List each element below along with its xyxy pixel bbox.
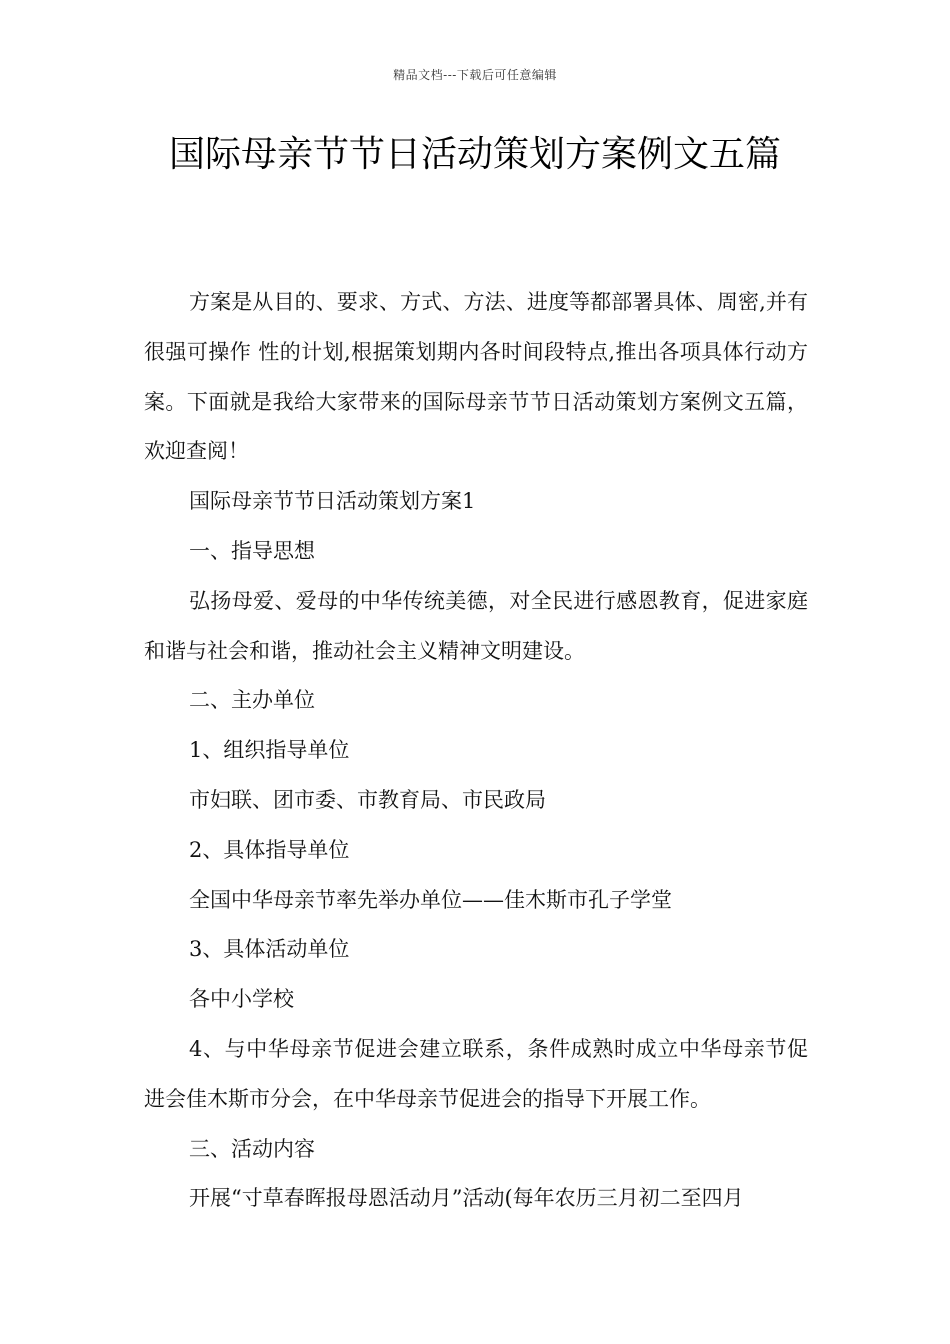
header-note: 精品文档---下载后可任意编辑 xyxy=(393,68,557,82)
heading-activity-content: 三、活动内容 xyxy=(189,1136,315,1161)
paragraph-specific-guiding-unit: 全国中华母亲节率先举办单位——佳木斯市孔子学堂 xyxy=(189,887,672,912)
paragraph-guiding-ideology: 弘扬母爱、爱母的中华传统美德，对全民进行感恩教育，促进家庭和谐与社会和谐，推动社会主义精神文明建设。 xyxy=(144,588,808,663)
document-body xyxy=(144,278,808,1224)
paragraph-guiding-units: 市妇联、团市委、市教育局、市民政局 xyxy=(189,787,546,812)
subheading-guiding-unit: 1、组织指导单位 xyxy=(189,738,350,763)
document-title: 国际母亲节节日活动策划方案例文五篇 xyxy=(168,134,781,175)
subheading-specific-guiding-unit: 2、具体指导单位 xyxy=(189,837,350,862)
paragraph-activity-content: 开展“寸草春晖报母恩活动月”活动(每年农历三月初二至四月 xyxy=(189,1186,744,1211)
paragraph-intro: 方案是从目的、要求、方式、方法、进度等都部署具体、周密,并有很强可操作 性的计划,根据策划期内各时间段特点,推出各项具体行动方案。下面就是我给大家带来的国际母亲节节日活动策划方案例文五篇，欢迎查阅！ xyxy=(144,290,808,464)
heading-guiding-ideology: 一、指导思想 xyxy=(189,538,315,563)
paragraph-promotion-association: 4、与中华母亲节促进会建立联系，条件成熟时成立中华母亲节促进会佳木斯市分会，在中华母亲节促进会的指导下开展工作。 xyxy=(144,1036,808,1111)
paragraph-activity-unit: 各中小学校 xyxy=(189,987,294,1012)
section-heading-plan-1: 国际母亲节节日活动策划方案1 xyxy=(189,489,476,514)
subheading-activity-unit: 3、具体活动单位 xyxy=(189,937,350,962)
heading-organizers: 二、主办单位 xyxy=(189,688,315,713)
